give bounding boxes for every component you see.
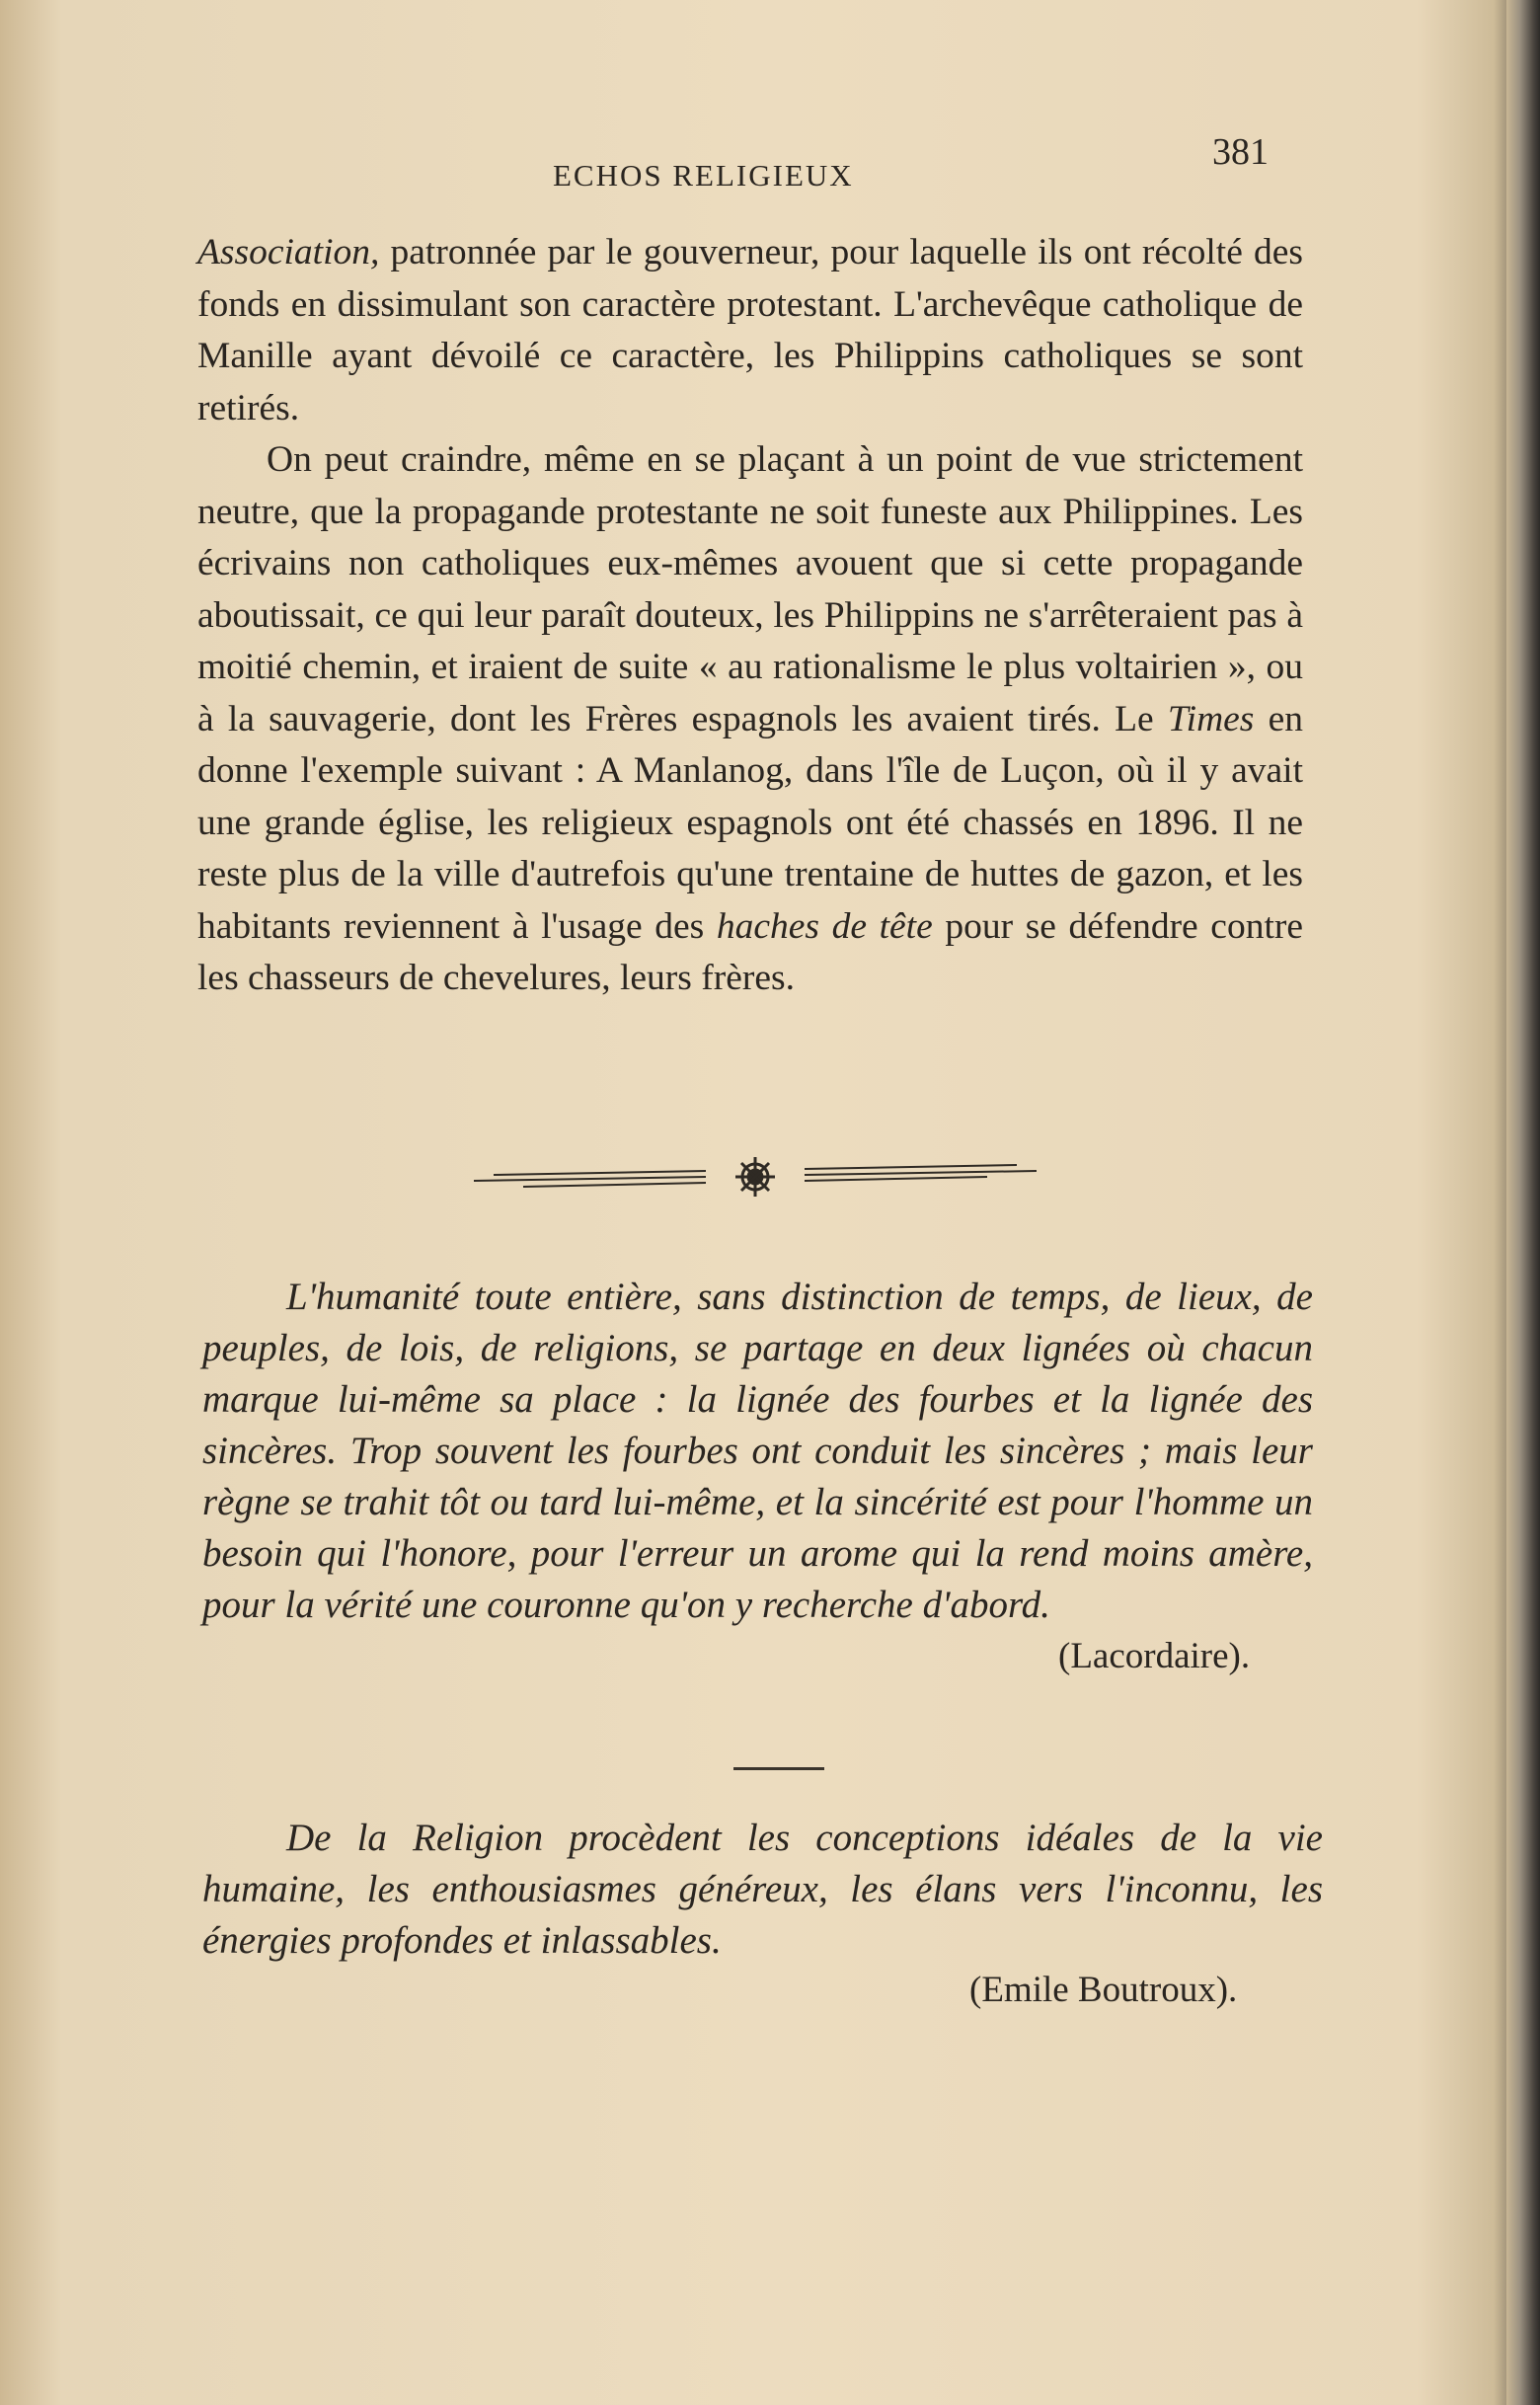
quotation-boutroux — [202, 1813, 1323, 1967]
paragraph — [197, 434, 1303, 1005]
quote-attribution: (Lacordaire). — [1058, 1636, 1251, 1676]
section-ornament — [464, 1153, 1046, 1202]
running-title: ECHOS RELIGIEUX — [553, 158, 854, 193]
separator-rule — [733, 1767, 824, 1770]
page-edge — [1506, 0, 1540, 2405]
paragraph-text: On peut craindre, même en se plaçant à un point de vue strictement neutre, que la propagande protestante ne soit funeste aux Philippines. Les écrivains non catholiques eux-mêmes avouent que si cette propagande aboutissait, ce qui leur paraît douteux, les Philippins ne s'arrêteraient pas à moitié chemin, et iraient de suite « au rationalisme le plus voltairien », ou à la sauvagerie, dont les Frères espagnols les avaient tirés. Le — [197, 439, 1303, 739]
paragraph-text: en donne l'exemple suivant : A Manlanog, dans l'île de Luçon, où il y avait une grande église, les religieux espagnols ont été chassés en 1896. Il ne reste plus de la ville d'autrefois qu'une trentaine de huttes de gazon, et les habitants reviennent à l'usage des — [197, 698, 1303, 947]
quote-text: De la Religion procèdent les conceptions idéales de la vie humaine, les enthousiasmes généreux, les élans vers l'inconnu, les énergies profondes et inlassables. — [202, 1817, 1323, 1962]
italic-term: Association, — [197, 232, 380, 272]
quotation-lacordaire — [202, 1272, 1313, 1631]
paragraph-text: pour se défendre contre les chasseurs de chevelures, leurs frères. — [197, 905, 1303, 998]
italic-term: Times — [1167, 698, 1255, 739]
body-text — [197, 227, 1303, 1005]
quote-attribution: (Emile Boutroux). — [969, 1970, 1238, 2010]
italic-term: haches de tête — [716, 905, 933, 947]
page-number: 381 — [1212, 131, 1269, 173]
paragraph — [197, 227, 1303, 434]
quote-text: L'humanité toute entière, sans distinction de temps, de lieux, de peuples, de lois, de religions, se partage en deux lignées où chacun marque lui-même sa place : la lignée des fourbes et la lignée des sincères. Trop souvent les fourbes ont conduit les sincères ; mais leur règne se trahit tôt ou tard lui-même, et la sincérité est pour l'homme un besoin qui l'honore, pour l'erreur un arome qui la rend moins amère, pour la vérité une couronne qu'on y recherche d'abord. — [202, 1276, 1313, 1626]
paragraph-text: patronnée par le gouverneur, pour laquelle ils ont récolté des fonds en dissimulant son caractère protestant. L'archevêque catholique de Manille ayant dévoilé ce caractère, les Philippins catholiques se sont retirés. — [197, 232, 1303, 428]
